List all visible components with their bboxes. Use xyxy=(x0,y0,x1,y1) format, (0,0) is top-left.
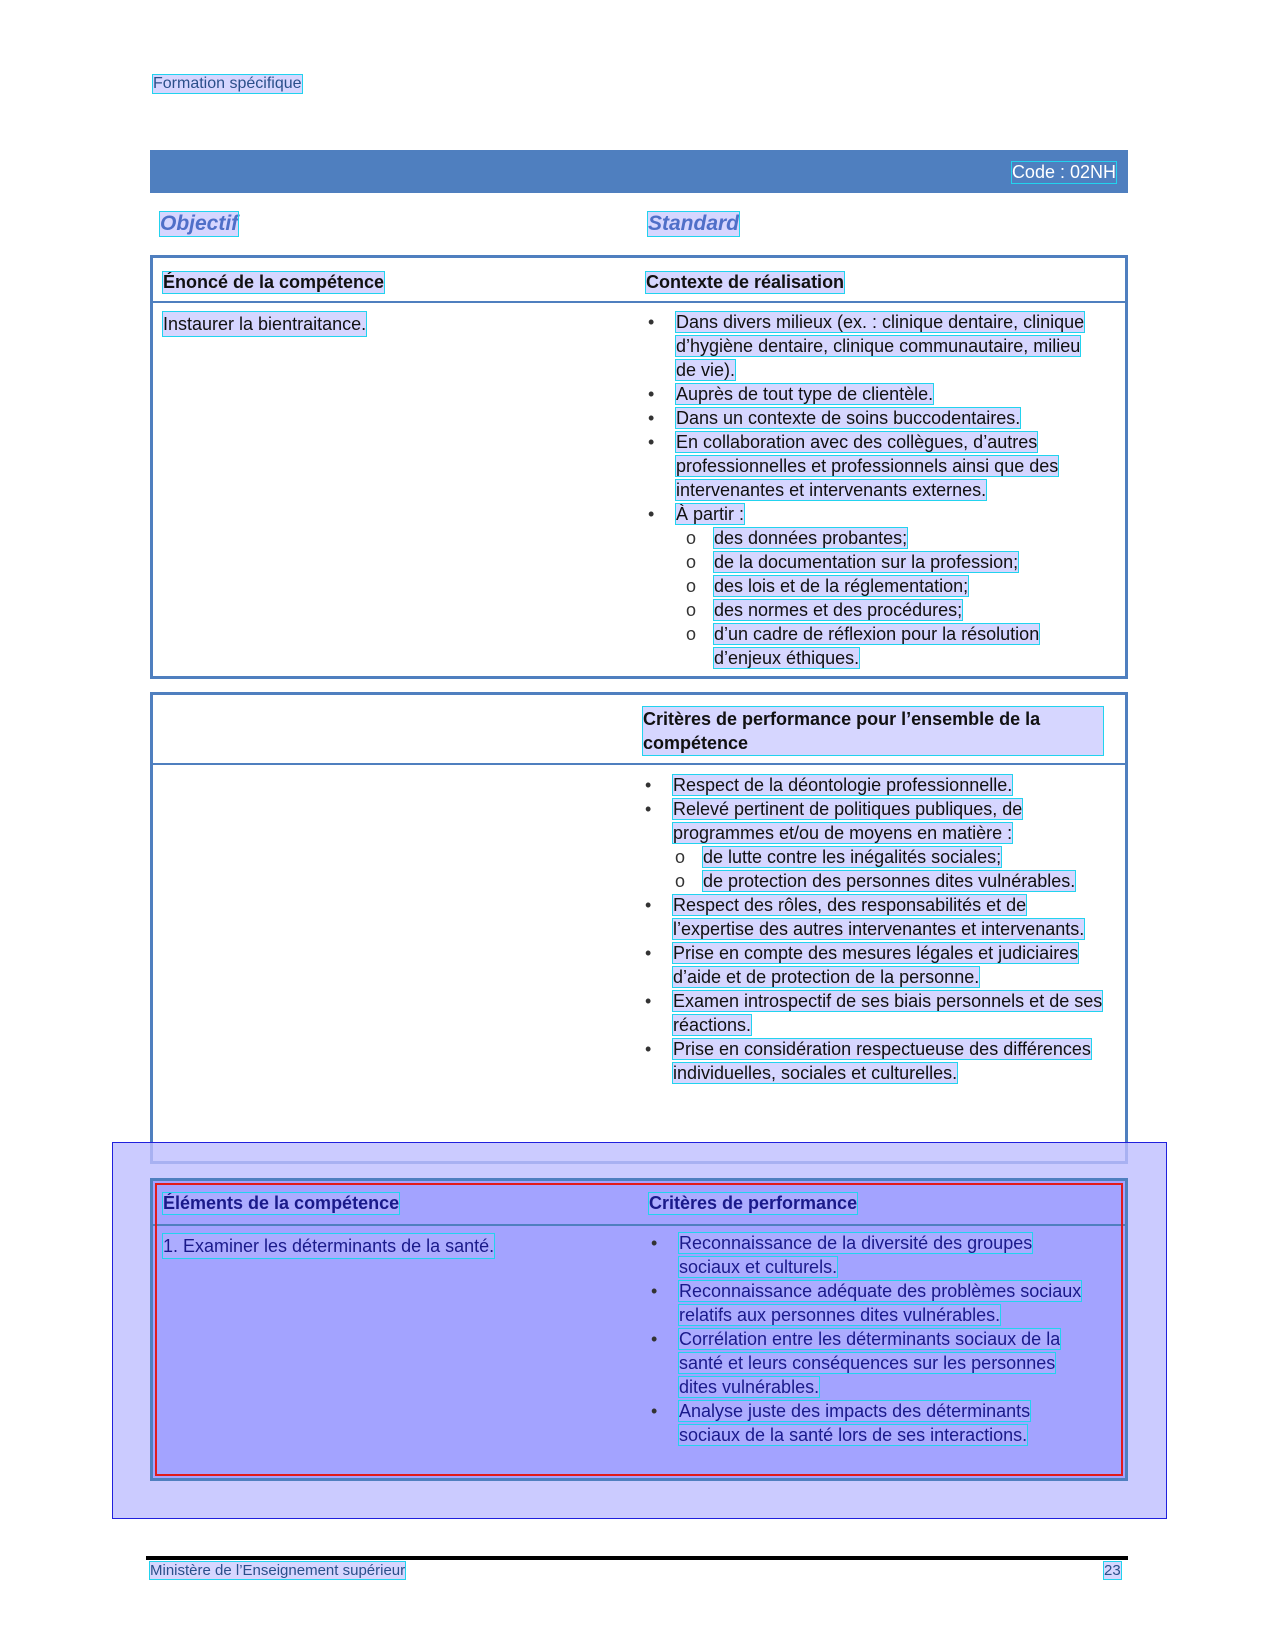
list-subitem: o de protection des personnes dites vulnérables. xyxy=(673,869,1103,893)
criteria-list xyxy=(643,773,1103,1085)
list-subitem: o des lois et de la réglementation; xyxy=(684,574,1086,598)
list-item: • Analyse juste des impacts des déterminants sociaux de la santé lors de ses interactions. xyxy=(649,1399,1089,1447)
list-item: • Reconnaissance de la diversité des groupes sociaux et culturels. xyxy=(649,1231,1089,1279)
list-item: • Respect de la déontologie professionnelle. xyxy=(643,773,1103,797)
list-item: • Auprès de tout type de clientèle. xyxy=(646,382,1086,406)
list-item: • Dans divers milieux (ex. : clinique dentaire, clinique d’hygiène dentaire, clinique communautaire, milieu de vie). xyxy=(646,310,1086,382)
elements-criteria-title: Critères de performance xyxy=(649,1193,858,1213)
list-item: • Prise en considération respectueuse des différences individuelles, sociales et culturelles. xyxy=(643,1037,1103,1085)
list-subitem: o des données probantes; xyxy=(684,526,1086,550)
competence-box xyxy=(150,255,1128,679)
focus-frame xyxy=(155,1183,1123,1476)
statement-title: Énoncé de la compétence xyxy=(163,272,385,292)
criteria-title: Critères de performance pour l’ensemble de la compétence xyxy=(643,707,1103,755)
list-item: • Prise en compte des mesures légales et judiciaires d’aide et de protection de la personne. xyxy=(643,941,1103,989)
list-item: • Examen introspectif de ses biais personnels et de ses réactions. xyxy=(643,989,1103,1037)
list-item: • À partir : xyxy=(646,502,1086,526)
elements-title: Éléments de la compétence xyxy=(163,1193,400,1213)
footer-ministry: Ministère de l’Enseignement supérieur xyxy=(150,1562,406,1579)
context-list xyxy=(646,310,1086,670)
footer-rule xyxy=(146,1556,1128,1560)
section-label: Formation spécifique xyxy=(153,75,302,92)
list-subitem: o des normes et des procédures; xyxy=(684,598,1086,622)
objective-heading: Objectif xyxy=(160,212,239,235)
competency-code: Code : 02NH xyxy=(1011,162,1116,182)
list-item: • En collaboration avec des collègues, d’autres professionnelles et professionnels ainsi que des intervenantes et intervenants externes. xyxy=(646,430,1086,502)
criteria-box xyxy=(150,692,1128,1164)
list-item: • Reconnaissance adéquate des problèmes sociaux relatifs aux personnes dites vulnérables. xyxy=(649,1279,1089,1327)
context-title: Contexte de réalisation xyxy=(646,272,845,292)
criteria-box-header xyxy=(153,695,1125,765)
list-item: • Corrélation entre les déterminants sociaux de la santé et leurs conséquences sur les personnes dites vulnérables. xyxy=(649,1327,1089,1399)
list-subitem: o de lutte contre les inégalités sociales; xyxy=(673,845,1103,869)
code-bar xyxy=(150,150,1128,193)
list-subitem: o d’un cadre de réflexion pour la résolution d’enjeux éthiques. xyxy=(684,622,1086,670)
competence-statement: Instaurer la bientraitance. xyxy=(163,314,367,334)
standard-heading: Standard xyxy=(648,212,740,235)
element-item: 1. Examiner les déterminants de la santé. xyxy=(163,1236,495,1256)
list-item: • Dans un contexte de soins buccodentaires. xyxy=(646,406,1086,430)
list-subitem: o de la documentation sur la profession; xyxy=(684,550,1086,574)
page-number: 23 xyxy=(1104,1562,1121,1579)
list-item: • Relevé pertinent de politiques publiques, de programmes et/ou de moyens en matière : xyxy=(643,797,1103,845)
list-item: • Respect des rôles, des responsabilités et de l’expertise des autres intervenantes et intervenants. xyxy=(643,893,1103,941)
competence-box-header xyxy=(153,258,1125,303)
